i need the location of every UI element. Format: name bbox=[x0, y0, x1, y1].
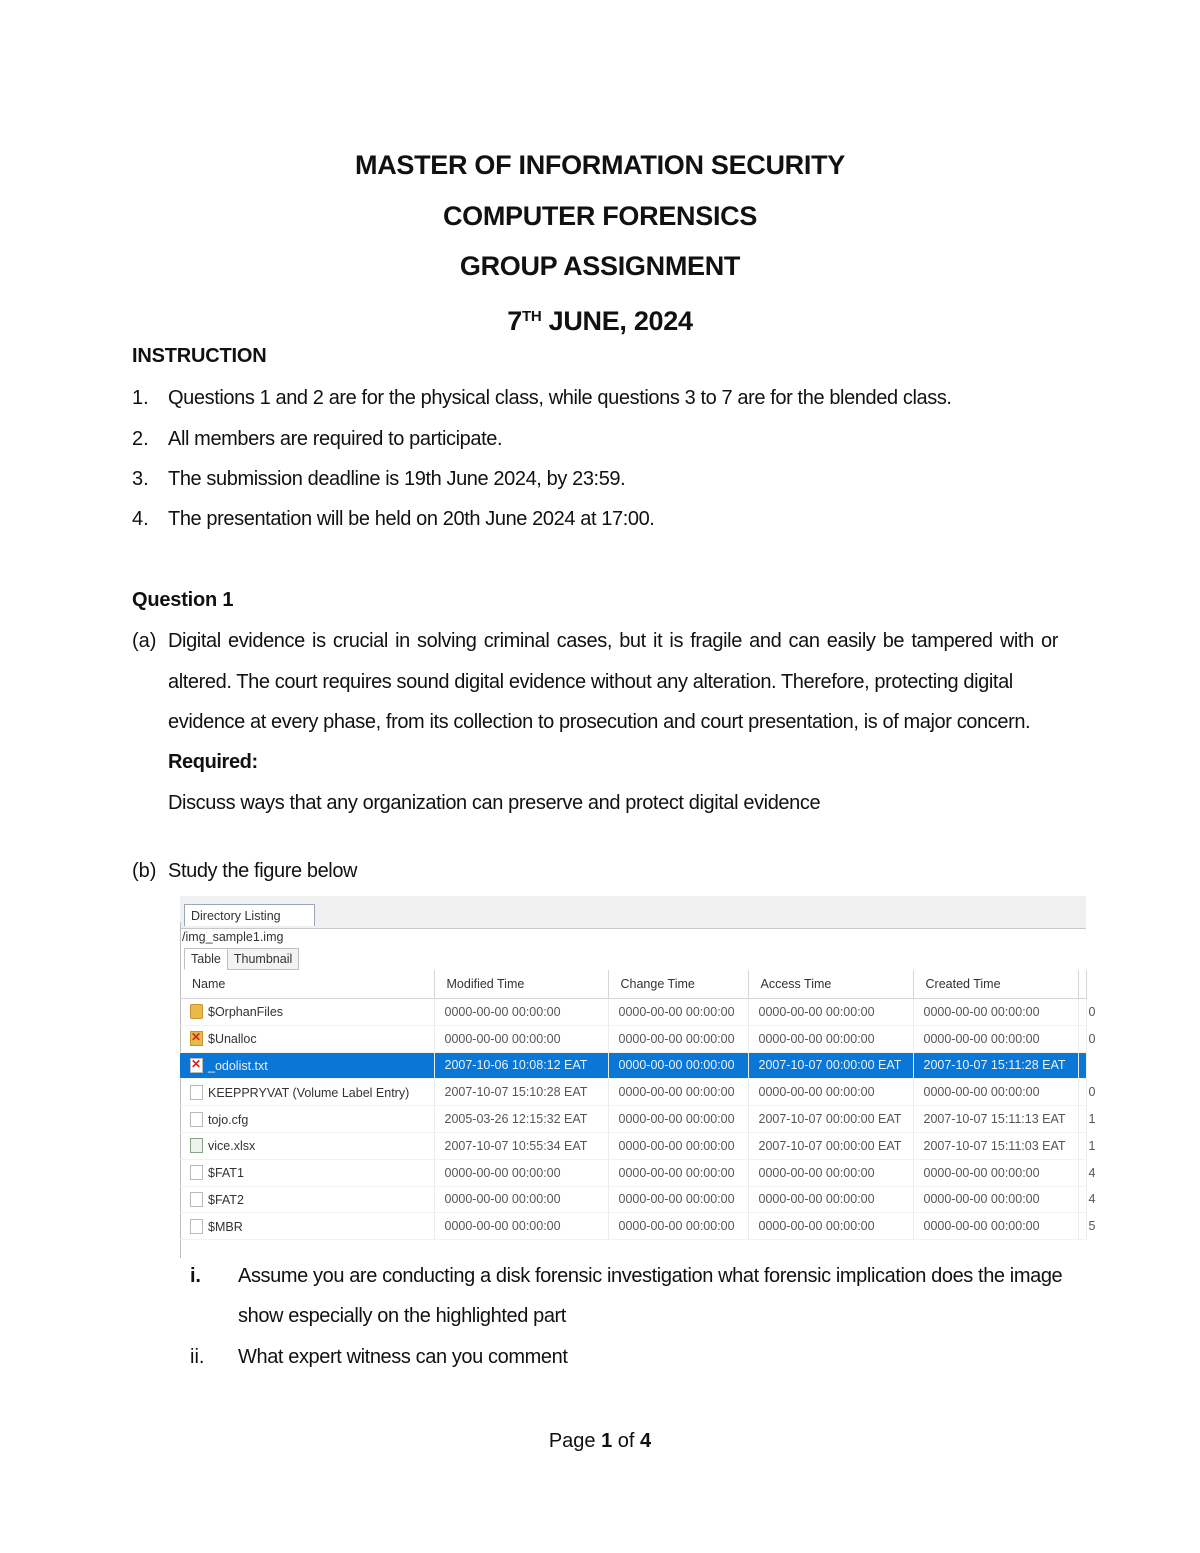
file-icon bbox=[190, 1165, 203, 1180]
column-header-access[interactable]: Access Time bbox=[748, 970, 913, 999]
change-time-cell: 0000-00-00 00:00:00 bbox=[608, 1079, 748, 1106]
required-text: Discuss ways that any organization can preserve and protect digital evidence bbox=[168, 792, 821, 814]
page-footer bbox=[0, 1430, 1200, 1453]
sub-item-text-2: What expert witness can you comment bbox=[238, 1346, 568, 1368]
instruction-num-2: 2. bbox=[132, 428, 149, 450]
required-label: Required: bbox=[168, 751, 258, 773]
file-name: $FAT2 bbox=[208, 1192, 244, 1207]
instruction-heading: INSTRUCTION bbox=[132, 345, 267, 367]
page-number: 1 bbox=[601, 1430, 613, 1452]
change-time-cell: 0000-00-00 00:00:00 bbox=[608, 999, 748, 1026]
file-name: $OrphanFiles bbox=[208, 1005, 284, 1020]
table-row[interactable] bbox=[180, 1213, 1086, 1240]
table-row[interactable] bbox=[180, 1132, 1086, 1159]
modified-time-cell: 0000-00-00 00:00:00 bbox=[434, 1213, 608, 1240]
modified-time-cell: 2005-03-26 12:15:32 EAT bbox=[434, 1106, 608, 1133]
instruction-item-3: The submission deadline is 19th June 2024, by 23:59. bbox=[168, 468, 626, 490]
table-row[interactable] bbox=[180, 1106, 1086, 1133]
file-name: _odolist.txt bbox=[208, 1058, 268, 1073]
date-rest: JUNE, 2024 bbox=[541, 305, 693, 336]
part-a-label: (a) bbox=[132, 630, 157, 652]
file-icon bbox=[190, 1085, 203, 1100]
title-block bbox=[0, 140, 1200, 346]
extra-cell: 0 bbox=[1078, 1079, 1086, 1106]
table-row[interactable] bbox=[180, 1079, 1086, 1106]
instruction-num-1: 1. bbox=[132, 387, 149, 409]
access-time-cell: 0000-00-00 00:00:00 bbox=[748, 1213, 913, 1240]
file-name: tojo.cfg bbox=[208, 1112, 249, 1127]
extra-cell bbox=[1078, 1052, 1086, 1079]
access-time-cell: 0000-00-00 00:00:00 bbox=[748, 1025, 913, 1052]
page-word: Page bbox=[548, 1430, 602, 1452]
extra-cell: 0 bbox=[1078, 1025, 1086, 1052]
figure-title-bar bbox=[180, 896, 1086, 929]
instruction-item-1: Questions 1 and 2 are for the physical class, while questions 3 to 7 are for the blended class. bbox=[168, 387, 952, 409]
column-header-extra[interactable] bbox=[1078, 970, 1086, 999]
change-time-cell: 0000-00-00 00:00:00 bbox=[608, 1159, 748, 1186]
part-a-text-main: Digital evidence is crucial in solving criminal cases, but it is fragile and can easily be tampered with or altered. The court requires sound digital evidence without any alteration. Therefore, protecting digital bbox=[168, 630, 1058, 693]
instruction-num-3: 3. bbox=[132, 468, 149, 490]
table-header-row bbox=[180, 970, 1086, 999]
created-time-cell: 2007-10-07 15:11:03 EAT bbox=[913, 1132, 1078, 1159]
part-b-label: (b) bbox=[132, 860, 157, 882]
name-cell bbox=[180, 1186, 434, 1213]
table-row[interactable] bbox=[180, 1052, 1086, 1079]
file-name: KEEPPRYVAT (Volume Label Entry) bbox=[208, 1085, 410, 1100]
assignment-date bbox=[0, 292, 1200, 347]
name-cell bbox=[180, 1213, 434, 1240]
file-icon bbox=[190, 1112, 203, 1127]
change-time-cell: 0000-00-00 00:00:00 bbox=[608, 1025, 748, 1052]
change-time-cell: 0000-00-00 00:00:00 bbox=[608, 1106, 748, 1133]
table-row[interactable] bbox=[180, 1186, 1086, 1213]
file-name: $MBR bbox=[208, 1219, 243, 1234]
name-cell bbox=[180, 999, 434, 1026]
modified-time-cell: 0000-00-00 00:00:00 bbox=[434, 1186, 608, 1213]
sub-item-num-2: ii. bbox=[190, 1346, 205, 1368]
modified-time-cell: 0000-00-00 00:00:00 bbox=[434, 999, 608, 1026]
sub-item-text-1: Assume you are conducting a disk forensic investigation what forensic implication does the image show especially on the highlighted part bbox=[238, 1265, 1063, 1327]
name-cell bbox=[180, 1159, 434, 1186]
created-time-cell: 0000-00-00 00:00:00 bbox=[913, 1213, 1078, 1240]
date-day: 7 bbox=[507, 305, 522, 336]
assignment-title: GROUP ASSIGNMENT bbox=[459, 251, 741, 281]
program-title: MASTER OF INFORMATION SECURITY bbox=[355, 150, 845, 180]
directory-listing-figure bbox=[180, 896, 1096, 1258]
page-total: 4 bbox=[640, 1430, 652, 1452]
name-cell bbox=[180, 1052, 434, 1079]
modified-time-cell: 2007-10-07 10:55:34 EAT bbox=[434, 1132, 608, 1159]
extra-cell: 4 bbox=[1078, 1159, 1086, 1186]
change-time-cell: 0000-00-00 00:00:00 bbox=[608, 1213, 748, 1240]
view-tabs bbox=[184, 948, 298, 970]
part-a-text-last: evidence at every phase, from its collection to prosecution and court presentation, is of major concern. bbox=[168, 711, 1031, 733]
instruction-item-2: All members are required to participate. bbox=[168, 428, 503, 450]
question-1-heading: Question 1 bbox=[132, 589, 234, 611]
modified-time-cell: 0000-00-00 00:00:00 bbox=[434, 1025, 608, 1052]
access-time-cell: 0000-00-00 00:00:00 bbox=[748, 1079, 913, 1106]
image-path: /img_sample1.img bbox=[182, 930, 284, 944]
of-word: of bbox=[612, 1430, 641, 1452]
file-table-body bbox=[180, 999, 1096, 1240]
deleted-icon bbox=[190, 1058, 203, 1073]
column-header-change[interactable]: Change Time bbox=[608, 970, 748, 999]
name-cell bbox=[180, 1106, 434, 1133]
file-name: $Unalloc bbox=[208, 1032, 257, 1047]
access-time-cell: 2007-10-07 00:00:00 EAT bbox=[748, 1052, 913, 1079]
access-time-cell: 0000-00-00 00:00:00 bbox=[748, 999, 913, 1026]
directory-listing-tab[interactable]: Directory Listing bbox=[184, 904, 315, 926]
name-cell bbox=[180, 1132, 434, 1159]
modified-time-cell: 2007-10-06 10:08:12 EAT bbox=[434, 1052, 608, 1079]
course-title: COMPUTER FORENSICS bbox=[442, 200, 758, 231]
sub-item-num-1: i. bbox=[190, 1265, 201, 1287]
sheet-icon bbox=[190, 1138, 203, 1153]
created-time-cell: 0000-00-00 00:00:00 bbox=[913, 999, 1078, 1026]
instruction-num-4: 4. bbox=[132, 508, 149, 530]
extra-cell: 1 bbox=[1078, 1106, 1086, 1133]
name-cell bbox=[180, 1079, 434, 1106]
folder-icon bbox=[190, 1004, 203, 1019]
file-icon bbox=[190, 1219, 203, 1234]
created-time-cell: 0000-00-00 00:00:00 bbox=[913, 1025, 1078, 1052]
modified-time-cell: 0000-00-00 00:00:00 bbox=[434, 1159, 608, 1186]
access-time-cell: 2007-10-07 00:00:00 EAT bbox=[748, 1132, 913, 1159]
tab-table[interactable]: Table bbox=[184, 948, 228, 970]
created-time-cell: 0000-00-00 00:00:00 bbox=[913, 1186, 1078, 1213]
column-header-created[interactable]: Created Time bbox=[913, 970, 1078, 999]
access-time-cell: 0000-00-00 00:00:00 bbox=[748, 1159, 913, 1186]
folder-del-icon bbox=[190, 1031, 203, 1046]
name-cell bbox=[180, 1025, 434, 1052]
extra-cell: 4 bbox=[1078, 1186, 1086, 1213]
created-time-cell: 0000-00-00 00:00:00 bbox=[913, 1159, 1078, 1186]
column-header-name[interactable]: Name bbox=[180, 970, 434, 999]
date-suffix: TH bbox=[522, 307, 542, 325]
instruction-item-4: The presentation will be held on 20th June 2024 at 17:00. bbox=[168, 508, 655, 530]
extra-cell: 1 bbox=[1078, 1132, 1086, 1159]
tab-thumbnail[interactable]: Thumbnail bbox=[227, 948, 299, 970]
table-row[interactable] bbox=[180, 999, 1086, 1026]
file-icon bbox=[190, 1192, 203, 1207]
file-table bbox=[180, 970, 1096, 1240]
change-time-cell: 0000-00-00 00:00:00 bbox=[608, 1052, 748, 1079]
modified-time-cell: 2007-10-07 15:10:28 EAT bbox=[434, 1079, 608, 1106]
change-time-cell: 0000-00-00 00:00:00 bbox=[608, 1186, 748, 1213]
file-name: vice.xlsx bbox=[208, 1139, 256, 1154]
access-time-cell: 2007-10-07 00:00:00 EAT bbox=[748, 1106, 913, 1133]
part-b-text: Study the figure below bbox=[168, 860, 358, 882]
table-row[interactable] bbox=[180, 1159, 1086, 1186]
access-time-cell: 0000-00-00 00:00:00 bbox=[748, 1186, 913, 1213]
extra-cell: 0 bbox=[1078, 999, 1086, 1026]
column-header-modified[interactable]: Modified Time bbox=[434, 970, 608, 999]
file-name: $FAT1 bbox=[208, 1166, 244, 1181]
part-a-text bbox=[168, 621, 1058, 702]
created-time-cell: 2007-10-07 15:11:28 EAT bbox=[913, 1052, 1078, 1079]
created-time-cell: 2007-10-07 15:11:13 EAT bbox=[913, 1106, 1078, 1133]
table-row[interactable] bbox=[180, 1025, 1086, 1052]
created-time-cell: 0000-00-00 00:00:00 bbox=[913, 1079, 1078, 1106]
extra-cell: 5 bbox=[1078, 1213, 1086, 1240]
change-time-cell: 0000-00-00 00:00:00 bbox=[608, 1132, 748, 1159]
